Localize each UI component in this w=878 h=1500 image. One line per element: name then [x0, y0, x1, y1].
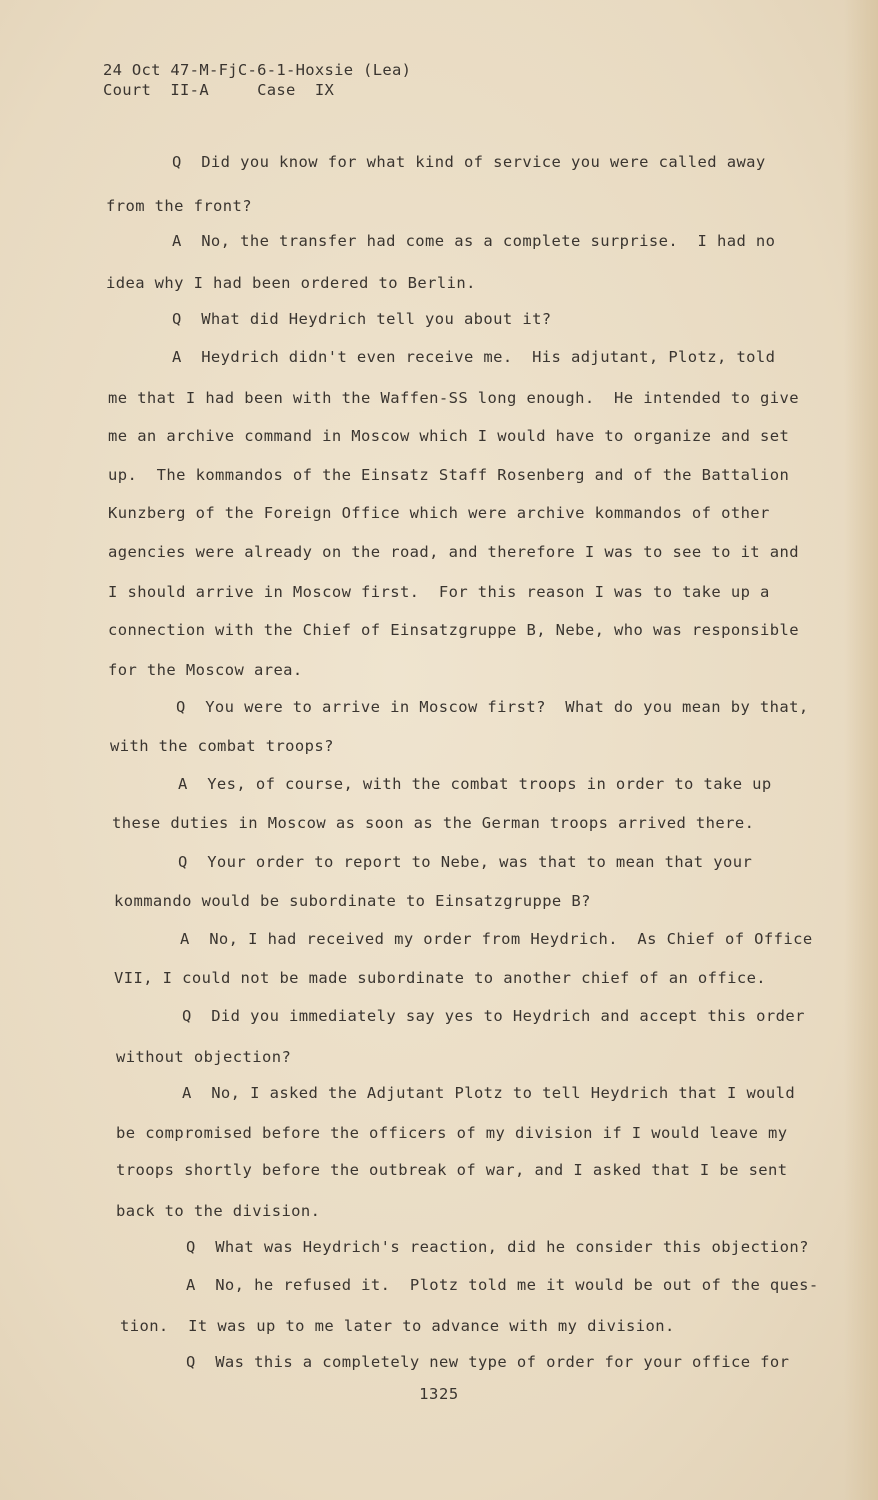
transcript-line: A No, I asked the Adjutant Plotz to tell Heydrich that I would [182, 1084, 796, 1102]
transcript-line: A Yes, of course, with the combat troops in order to take up [178, 775, 772, 793]
transcript-line: Q Did you immediately say yes to Heydrich and accept this order [182, 1007, 805, 1025]
transcript-line: troops shortly before the outbreak of war, and I asked that I be sent [116, 1161, 788, 1179]
transcript-line: A Heydrich didn't even receive me. His adjutant, Plotz, told [172, 348, 776, 366]
transcript-line: VII, I could not be made subordinate to another chief of an office. [114, 969, 767, 987]
transcript-line: up. The kommandos of the Einsatz Staff Rosenberg and of the Battalion [108, 466, 790, 484]
transcript-line: me an archive command in Moscow which I would have to organize and set [108, 427, 790, 445]
transcript-line: Kunzberg of the Foreign Office which were archive kommandos of other [108, 504, 770, 522]
transcript-line: Q What was Heydrich's reaction, did he consider this objection? [186, 1238, 809, 1256]
transcript-line: Q Your order to report to Nebe, was that to mean that your [178, 853, 753, 871]
transcript-line: these duties in Moscow as soon as the German troops arrived there. [112, 814, 755, 832]
transcript-line: from the front? [106, 197, 252, 215]
transcript-line: A No, the transfer had come as a complete surprise. I had no [172, 232, 776, 250]
transcript-line: idea why I had been ordered to Berlin. [106, 274, 476, 292]
transcript-line: I should arrive in Moscow first. For this reason I was to take up a [108, 583, 770, 601]
header-docket-line: 24 Oct 47-M-FjC-6-1-Hoxsie (Lea) [103, 61, 412, 79]
transcript-line: without objection? [116, 1048, 292, 1066]
document-header [103, 60, 411, 100]
transcript-line: Q What did Heydrich tell you about it? [172, 310, 552, 328]
transcript-line: agencies were already on the road, and therefore I was to see to it and [108, 543, 799, 561]
transcript-line: Q Did you know for what kind of service you were called away [172, 153, 766, 171]
transcript-line: for the Moscow area. [108, 661, 303, 679]
transcript-line: with the combat troops? [110, 737, 334, 755]
transcript-line: be compromised before the officers of my division if I would leave my [116, 1124, 788, 1142]
paper-edge-shading [844, 0, 878, 1500]
page-number: 1325 [419, 1385, 459, 1403]
transcript-line: kommando would be subordinate to Einsatzgruppe B? [114, 892, 591, 910]
header-court-case-line: Court II-A Case IX [103, 81, 335, 99]
transcript-line: back to the division. [116, 1202, 321, 1220]
transcript-line: connection with the Chief of Einsatzgruppe B, Nebe, who was responsible [108, 621, 799, 639]
transcript-line: me that I had been with the Waffen-SS long enough. He intended to give [108, 389, 799, 407]
transcript-line: tion. It was up to me later to advance with my division. [120, 1317, 675, 1335]
transcript-line: Q You were to arrive in Moscow first? What do you mean by that, [176, 698, 809, 716]
transcript-line: A No, I had received my order from Heydrich. As Chief of Office [180, 930, 813, 948]
transcript-line: A No, he refused it. Plotz told me it would be out of the ques- [186, 1276, 819, 1294]
transcript-line: Q Was this a completely new type of order for your office for [186, 1353, 790, 1371]
